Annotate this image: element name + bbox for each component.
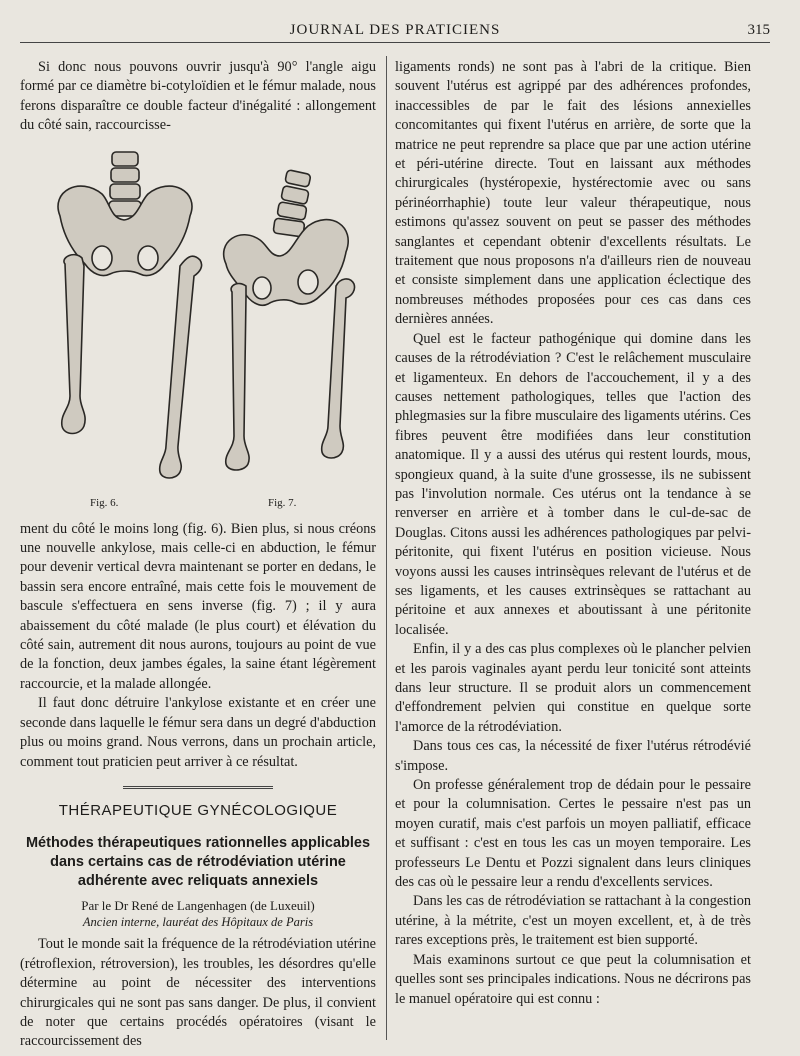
fig7-spine [273,169,311,236]
paragraph: Dans les cas de rétrodéviation se rattachant à la congestion utérine, à la métrite, c'est un moyen excellent, et, à de très rares exceptions près, le traitement est bien supporté. [395,893,751,949]
fig6-caption: Fig. 6. [90,496,119,509]
fig7-left-femur [226,283,249,469]
article-title: Méthodes thérapeutiques rationnelles applicables dans certains cas de rétrodéviation utérine adhérente avec reliquats annexiels [25,835,371,890]
right-column [395,58,751,1038]
running-header [20,20,770,43]
paragraph: ment du côté le moins long (fig. 6). Bien plus, si nous créons une nouvelle ankylose, mais celle-ci en abduction, le fémur pour devenir vertical devra maintenant se porter en dedans, le bassin sera encore entraîné, mais cette fois le mouvement de bascule s'effectuera en sens inverse (fig. 7) ; il y aura abaissement du côté malade (le plus court) et élévation du côté sain, autrement dit nous aurons, toujours au point de vue de la fonction, deux jambes égales, la saine étant légèrement raccourcie, et la malade allongée. [20,520,376,692]
paragraph: On professe généralement trop de dédain pour le pessaire et pour la columnisation. Certes le pessaire n'est pas un moyen curatif, mais c'est parfois un moyen palliatif, efficace et suffisant : c'est en tous les cas un moyen temporaire. Les professeurs Le Dentu et Pozzi signalent dans leurs cliniques des cas où le pessaire leur a rendu d'excellents services. [395,777,751,891]
fig6-left-femur [62,254,85,433]
section-title: THÉRAPEUTIQUE GYNÉCOLOGIQUE [58,801,338,819]
figures-6-7 [20,142,376,514]
page-number: 315 [747,22,770,38]
left-column [20,58,376,1050]
paragraph: ligaments ronds) ne sont pas à l'abri de la critique. Bien souvent l'utérus est agrippé par des adhérences profondes, inaccessibles de par le fait des lésions annexielles concomitantes qui fixent l'utérus en arrière, de sorte que la matrice ne peut reprendre sa place que par une action utérine et péri-utérine directe. Tout en laissant aux méthodes chirurgicales (hystéropexie, hystérectomie avec ou sans périnéorrhaphie) toute leur valeur thérapeutique, nous estimons qu'assez souvent on peut se passer des méthodes sanglantes et cependant obtenir d'excellents résultats. Le traitement que nous proposons n'a d'ailleurs rien de nouveau et consiste simplement dans une application éclectique des nombreuses méthodes proposées pour ces cas dans ces dernières années. [395,59,751,328]
paragraph: Il faut donc détruire l'ankylose existante et en créer une seconde dans laquelle le fémur sera dans un degré d'abduction plus ou moins grand. Nous verrons, dans un prochain article, comment tout praticien peut arriver à ce résultat. [20,695,376,770]
fig7-right-femur [322,279,355,458]
paragraph: Dans tous ces cas, la nécessité de fixer l'utérus rétrodévié s'impose. [395,738,751,774]
fig6-spine [109,152,141,216]
column-divider [386,56,387,1040]
fig6-right-femur [160,256,202,478]
author-affiliation: Ancien interne, lauréat des Hôpitaux de Paris [82,915,314,930]
fig7-caption: Fig. 7. [268,496,297,509]
paragraph: Tout le monde sait la fréquence de la rétrodéviation utérine (rétroflexion, rétroversion), les troubles, les désordres qu'elle détermine au point de nécessiter des interventions chirurgicales qui ne sont pas sans danger. De plus, il convient de noter que certains procédés opératoires (visant le raccourcissement des [20,936,376,1050]
paragraph: Quel est le facteur pathogénique qui domine dans les causes de la rétrodéviation ? C'est le relâchement musculaire et ligamenteux. En dehors de l'accouchement, il y a des causes nettement pathologiques, telles que l'action des phlegmasies sur la fibre musculaire des ligaments utérins. Ces fibres peuvent être modifiées dans leur constitution anatomique. Il y a aussi des utérus qui restent lourds, mous, spongieux quand, à la suite d'une grossesse, ils ne subissent pas l'involution normale. Ces utérus ont la tendance à se renverser en arrière et à tomber dans le cul-de-sac de Douglas. Citons aussi les adhérences pathologiques par pelvi-péritonite, qui fixent l'utérus en position vicieuse. Nous voyons aussi les causes intrinsèques relevant de l'utérus et de ses ligaments, et les causes extrinsèques se rattachant au péritoine et aux annexes et aboutissant à une péritonite localisée. [395,330,751,638]
author-byline: Par le Dr René de Langenhagen (de Luxeuil) [81,898,315,914]
section-separator [123,786,273,791]
paragraph: Enfin, il y a des cas plus complexes où le plancher pelvien et les parois vaginales ayant perdu leur tonicité sont atteints dans leur structure. Il se produit alors un commencement d'effondrement pelvien qui constitue en quelque sorte l'amorce de la rétrodéviation. [395,641,751,735]
paragraph: Si donc nous pouvons ouvrir jusqu'à 90° l'angle aigu formé par ce diamètre bi-cotyloïdien et le fémur malade, nous ferons disparaître ce double facteur d'inégalité : allongement du côté sain, raccourcisse- [20,59,376,134]
paragraph: Mais examinons surtout ce que peut la columnisation et quelles sont ses principales indications. Nous ne décrirons pas le manuel opératoire qui est connu : [395,951,751,1007]
journal-title: JOURNAL DES PRATICIENS [289,22,501,38]
pelvis-illustration [40,146,360,491]
